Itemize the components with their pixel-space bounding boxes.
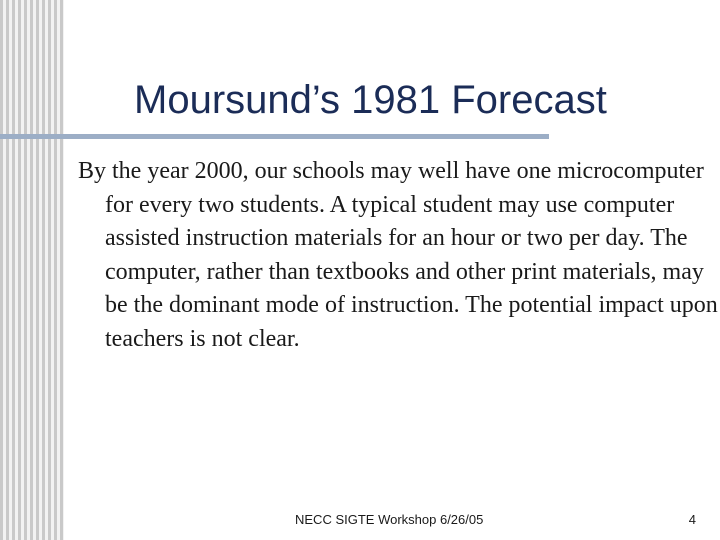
- slide-footer: NECC SIGTE Workshop 6/26/05: [295, 512, 484, 527]
- title-underline-rule: [0, 134, 549, 139]
- slide-number: 4: [688, 512, 696, 527]
- slide-title: Moursund’s 1981 Forecast: [134, 78, 607, 122]
- slide-body-text: By the year 2000, our schools may well have one microcomputer for every two students. A typical student may use computer assisted instruction materials for an hour or two per day. The computer, rather than textbooks and other print materials, may be the dominant mode of instruction. The potential impact upon teachers is not clear.: [78, 158, 718, 352]
